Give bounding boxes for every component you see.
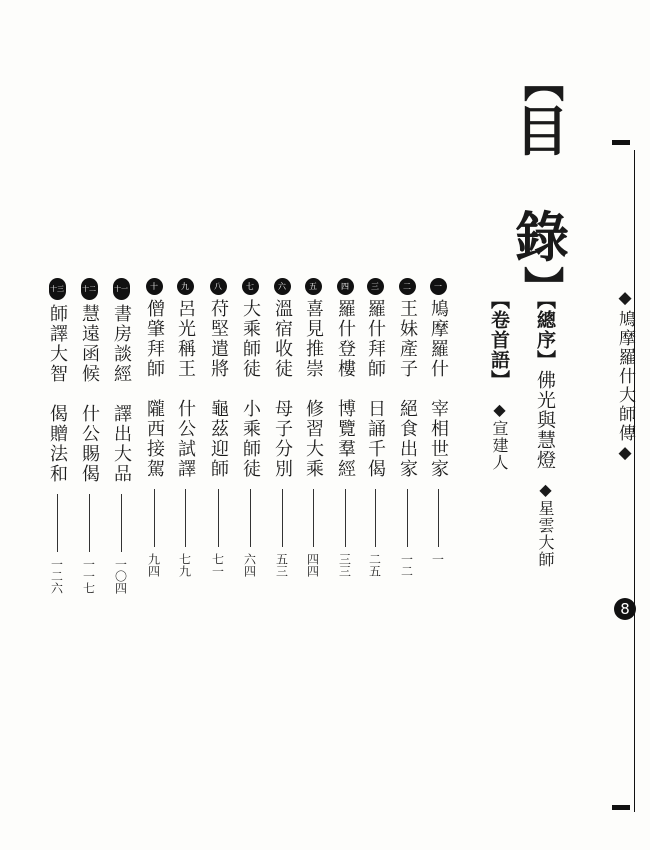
leader-line	[345, 489, 346, 547]
title-bracket-close: 】	[519, 266, 566, 306]
chapter-title: 羅什拜師 日誦千偈	[365, 299, 386, 479]
chapter-page-number: 七一	[210, 553, 225, 577]
toc-entry[interactable]	[170, 278, 200, 577]
toc-entry[interactable]	[267, 278, 297, 577]
chapter-page-number: 一二六	[49, 558, 64, 594]
chapter-number-badge: 十一	[113, 278, 130, 300]
title-char-2: 錄	[515, 205, 569, 269]
chapter-title: 僧肇拜師 隴西接駕	[144, 299, 165, 479]
page-number: 8	[614, 598, 636, 620]
chapter-title: 鳩摩羅什 宰相世家	[428, 299, 449, 479]
leader-line	[375, 489, 376, 547]
toc-entry[interactable]	[330, 278, 360, 577]
chapter-number-badge: 十二	[81, 278, 98, 300]
chapter-number-badge: 八	[210, 278, 227, 295]
header-rule-top	[612, 140, 630, 145]
chapter-number-badge: 一	[430, 278, 447, 295]
chapter-page-number: 一	[430, 553, 445, 565]
chapter-number-badge: 七	[242, 278, 259, 295]
chapter-page-number: 五三	[274, 553, 289, 577]
chapter-page-number: 九四	[146, 553, 161, 577]
chapter-number-badge: 六	[274, 278, 291, 295]
chapter-title: 王妹產子 絕食出家	[397, 299, 418, 479]
toc-entry[interactable]	[203, 278, 233, 577]
chapter-title: 大乘師徒 小乘師徒	[240, 299, 261, 479]
chapter-number-badge: 十	[146, 278, 163, 295]
preface-general[interactable]	[532, 290, 559, 568]
chapter-page-number: 四四	[305, 553, 320, 577]
chapter-number-badge: 三	[367, 278, 384, 295]
toc-entry[interactable]	[106, 278, 136, 594]
leader-line	[218, 489, 219, 547]
leader-line	[282, 489, 283, 547]
toc-entry[interactable]	[360, 278, 390, 577]
toc-title	[512, 62, 572, 306]
chapter-title: 苻堅遣將 龜茲迎師	[208, 299, 229, 479]
leader-line	[57, 494, 58, 552]
margin-rule	[634, 150, 635, 812]
preface-text: 佛光與慧燈	[534, 370, 556, 470]
chapter-number-badge: 十三	[49, 278, 66, 300]
preface-tag: 【總序】	[534, 290, 556, 370]
chapter-page-number: 一二	[399, 553, 414, 577]
chapter-title: 溫宿收徒 母子分別	[272, 299, 293, 479]
toc-entry[interactable]	[139, 278, 169, 577]
toc-entry[interactable]	[423, 278, 453, 565]
title-bracket-open: 【	[519, 62, 566, 102]
chapter-title: 羅什登樓 博覽羣經	[335, 299, 356, 479]
toc-entry[interactable]	[298, 278, 328, 577]
chapter-page-number: 二五	[367, 553, 382, 577]
chapter-page-number: 一一七	[81, 558, 96, 594]
preface-opening[interactable]	[486, 290, 513, 471]
preface-tag: 【卷首語】	[488, 290, 510, 390]
chapter-title: 書房談經 譯出大品	[111, 304, 132, 484]
chapter-title: 喜見推崇 修習大乘	[303, 299, 324, 479]
leader-line	[407, 489, 408, 547]
chapter-page-number: 六四	[242, 553, 257, 577]
chapter-page-number: 三三	[337, 553, 352, 577]
leader-line	[313, 489, 314, 547]
leader-line	[154, 489, 155, 547]
chapter-number-badge: 四	[337, 278, 354, 295]
preface-author: ◆宣建人	[490, 400, 509, 471]
chapter-title: 呂光稱王 什公試譯	[175, 299, 196, 479]
chapter-title: 師譯大智 偈贈法和	[47, 304, 68, 484]
chapter-page-number: 七九	[177, 553, 192, 577]
chapter-number-badge: 二	[399, 278, 416, 295]
leader-line	[185, 489, 186, 547]
chapter-page-number: 一〇四	[113, 558, 128, 594]
toc-entry[interactable]	[74, 278, 104, 594]
leader-line	[89, 494, 90, 552]
running-header: ◆鳩摩羅什大師傳◆	[615, 288, 635, 465]
toc-entry[interactable]	[42, 278, 72, 594]
leader-line	[250, 489, 251, 547]
chapter-number-badge: 九	[177, 278, 194, 295]
preface-author: ◆星雲大師	[536, 480, 555, 568]
header-rule-bottom	[612, 805, 630, 810]
chapter-title: 慧遠函候 什公賜偈	[79, 304, 100, 484]
leader-line	[438, 489, 439, 547]
toc-entry[interactable]	[235, 278, 265, 577]
leader-line	[121, 494, 122, 552]
toc-entry[interactable]	[392, 278, 422, 577]
chapter-number-badge: 五	[305, 278, 322, 295]
title-char-1: 目	[515, 99, 569, 163]
